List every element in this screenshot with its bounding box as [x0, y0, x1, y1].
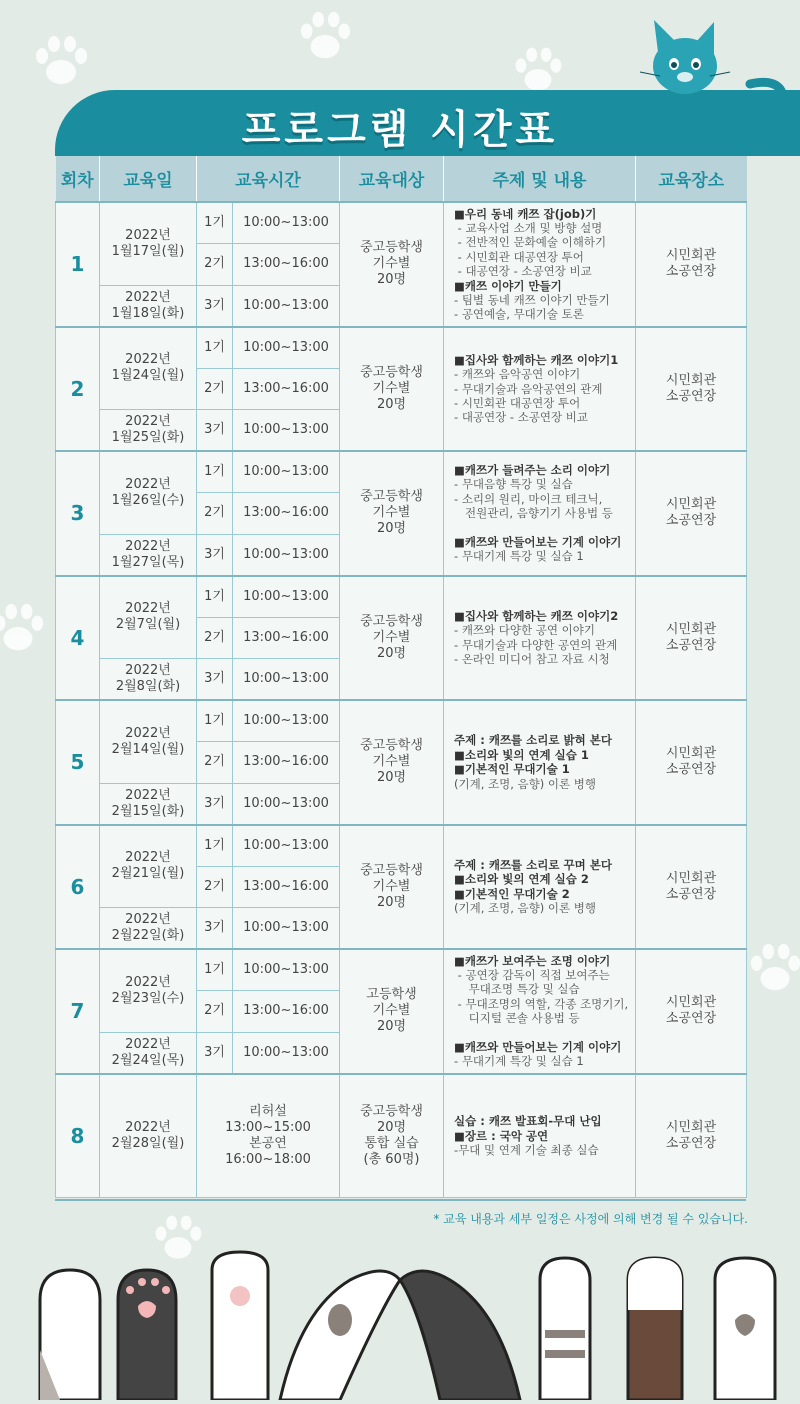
- text-line: 시민회관: [665, 372, 717, 388]
- session-time: 13:00~16:00: [233, 244, 340, 286]
- session-time: 10:00~13:00: [233, 700, 340, 742]
- session-date: [100, 1074, 197, 1198]
- session-period: 2기: [197, 991, 233, 1033]
- table-row: [56, 1074, 747, 1198]
- session-period: 3기: [197, 285, 233, 327]
- text-line: 기수별: [372, 380, 411, 396]
- session-time: 13:00~16:00: [233, 493, 340, 535]
- round-number: 1: [56, 202, 100, 327]
- paw-print-icon: [0, 600, 48, 656]
- venue: [636, 1074, 747, 1198]
- content-line: 디지털 콘솔 사용법 등: [454, 1011, 580, 1026]
- text-line: 기수별: [372, 505, 411, 521]
- venue: [636, 825, 747, 950]
- text-line: 중고등학생: [360, 364, 423, 380]
- content-heading: ■집사와 함께하는 캐쯔 이야기2: [454, 608, 619, 623]
- text-line: 2월24일(목): [111, 1052, 185, 1068]
- round-number: 5: [56, 700, 100, 825]
- text-line: 소공연장: [665, 1135, 717, 1151]
- content-line: 전원관리, 음향기기 사용법 등: [454, 506, 613, 521]
- session-time: 13:00~16:00: [233, 617, 340, 659]
- round-number: 7: [56, 949, 100, 1074]
- session-period: 2기: [197, 493, 233, 535]
- content-line: -무대 및 연계 기술 최종 실습: [454, 1142, 599, 1157]
- session-time: 10:00~13:00: [233, 949, 340, 991]
- text-line: 기수별: [372, 629, 411, 645]
- text-line: 2022년: [125, 476, 171, 492]
- text-line: 2월7일(월): [115, 617, 181, 633]
- text-line: 20명: [376, 521, 407, 537]
- session-period: 1기: [197, 700, 233, 742]
- round-number: 4: [56, 576, 100, 701]
- text-line: 13:00~15:00: [225, 1119, 311, 1135]
- text-line: 2월8일(화): [115, 679, 181, 694]
- text-line: 중고등학생: [360, 240, 423, 256]
- schedule-note: * 교육 내용과 세부 일정은 사정에 의해 변경 될 수 있습니다.: [433, 1212, 748, 1226]
- content-heading: ■캐쯔와 만들어보는 기계 이야기: [454, 1040, 622, 1055]
- text-line: 1월24일(월): [111, 368, 185, 384]
- text-line: 중고등학생: [360, 862, 423, 878]
- content-line: - 대공연장 - 소공연장 비교: [454, 264, 592, 279]
- content-line: - 시민회관 대공연장 투어: [454, 395, 581, 410]
- text-line: 20명: [376, 894, 407, 910]
- session-period: 1기: [197, 949, 233, 991]
- text-line: 고등학생: [366, 987, 417, 1003]
- text-line: 소공연장: [665, 762, 717, 778]
- text-line: 통합 실습: [364, 1135, 419, 1151]
- content-heading: ■기본적인 무대기술 2: [454, 886, 570, 901]
- session-period: 3기: [197, 908, 233, 950]
- text-line: 1월25일(화): [111, 430, 185, 445]
- text-line: 시민회관: [665, 1119, 717, 1135]
- content-line: - 시민회관 대공연장 투어: [454, 249, 584, 264]
- table-row: [56, 202, 747, 244]
- content-heading: ■캐쯔가 들려주는 소리 이야기: [454, 462, 611, 477]
- session-time: [197, 1074, 340, 1198]
- text-line: (총 60명): [363, 1151, 420, 1167]
- content-heading: ■캐쯔 이야기 만들기: [454, 278, 562, 293]
- session-period: 2기: [197, 368, 233, 410]
- session-period: 2기: [197, 742, 233, 784]
- content-heading: ■집사와 함께하는 캐쯔 이야기1: [454, 352, 619, 367]
- session-time: 13:00~16:00: [233, 368, 340, 410]
- session-period: 2기: [197, 244, 233, 286]
- topic-content: [444, 327, 636, 452]
- session-date: [100, 285, 197, 327]
- text-line: 2022년: [125, 725, 171, 741]
- session-period: 3기: [197, 534, 233, 576]
- text-line: 1월18일(화): [111, 305, 185, 321]
- paw-print-icon: [510, 44, 566, 96]
- text-line: 시민회관: [665, 746, 717, 762]
- text-line: 시민회관: [665, 497, 717, 513]
- session-period: 1기: [197, 576, 233, 618]
- venue: [636, 327, 747, 452]
- session-date: [100, 783, 197, 825]
- session-period: 1기: [197, 451, 233, 493]
- content-line: 무대조명 특강 및 실습: [454, 982, 580, 997]
- text-line: 소공연장: [665, 637, 717, 653]
- text-line: 기수별: [372, 878, 411, 894]
- text-line: 기수별: [372, 1003, 411, 1019]
- text-line: 2월23일(수): [111, 990, 185, 1006]
- text-line: 20명: [376, 1119, 407, 1135]
- table-row: [56, 327, 747, 369]
- content-line: - 소리의 원리, 마이크 테크닉,: [454, 491, 603, 506]
- text-line: 1월17일(월): [111, 243, 185, 259]
- table-row: [56, 949, 747, 991]
- table-header-row: [56, 156, 747, 202]
- column-header-content: 주제 및 내용: [444, 156, 636, 202]
- text-line: 중고등학생: [360, 489, 423, 505]
- text-line: 2022년: [125, 850, 171, 866]
- content-line: - 무대조명의 역할, 각종 조명기기,: [454, 996, 629, 1011]
- session-period: 2기: [197, 617, 233, 659]
- content-heading: ■캐쯔와 만들어보는 기계 이야기: [454, 534, 622, 549]
- text-line: 2022년: [125, 538, 171, 554]
- content-heading: 실습 : 캐쯔 발표회-무대 난입: [454, 1114, 602, 1129]
- session-time: 10:00~13:00: [233, 451, 340, 493]
- session-time: 10:00~13:00: [233, 534, 340, 576]
- session-date: [100, 825, 197, 908]
- column-header-target: 교육대상: [340, 156, 444, 202]
- text-line: 기수별: [372, 256, 411, 272]
- venue: [636, 451, 747, 576]
- venue: [636, 700, 747, 825]
- content-line: - 무대기계 특강 및 실습 1: [454, 1054, 584, 1069]
- venue: [636, 202, 747, 327]
- session-time: 10:00~13:00: [233, 908, 340, 950]
- session-time: 10:00~13:00: [233, 285, 340, 327]
- content-line: - 교육사업 소개 및 방향 설명: [454, 221, 603, 236]
- text-line: 소공연장: [665, 886, 717, 902]
- paw-print-icon: [295, 8, 355, 64]
- text-line: 2022년: [125, 601, 171, 617]
- topic-content: [444, 949, 636, 1074]
- text-line: 2022년: [125, 787, 171, 803]
- content-heading: 주제 : 캐쯔를 소리로 꾸며 본다: [454, 857, 612, 872]
- target-audience: [340, 700, 444, 825]
- text-line: 2월15일(화): [111, 803, 185, 819]
- text-line: 소공연장: [665, 264, 717, 280]
- session-date: [100, 659, 197, 701]
- content-heading: ■기본적인 무대기술 1: [454, 762, 570, 777]
- text-line: 20명: [376, 1019, 407, 1035]
- session-date: [100, 534, 197, 576]
- topic-content: [444, 576, 636, 701]
- content-line: - 무대기술과 음악공연의 관계: [454, 381, 603, 396]
- text-line: 본공연: [249, 1135, 287, 1151]
- content-heading: ■장르 : 국악 공연: [454, 1128, 549, 1143]
- content-heading: ■소리와 빛의 연계 실습 1: [454, 747, 589, 762]
- text-line: 2022년: [125, 1036, 171, 1052]
- round-number: 2: [56, 327, 100, 452]
- text-line: 소공연장: [665, 388, 717, 404]
- session-time: 10:00~13:00: [233, 202, 340, 244]
- session-period: 2기: [197, 866, 233, 908]
- content-line: (기계, 조명, 음향) 이론 병행: [454, 901, 597, 916]
- session-time: 10:00~13:00: [233, 327, 340, 369]
- text-line: 2월21일(월): [111, 866, 185, 882]
- content-line: - 공연장 감독이 직접 보여주는: [454, 968, 610, 983]
- target-audience: [340, 1074, 444, 1198]
- session-time: 10:00~13:00: [233, 659, 340, 701]
- text-line: 2022년: [125, 663, 171, 678]
- session-period: 3기: [197, 659, 233, 701]
- text-line: 20명: [376, 272, 407, 288]
- text-line: 2월28일(월): [111, 1135, 185, 1151]
- cat-illustration: [630, 14, 800, 158]
- column-header-round: 회차: [56, 156, 100, 202]
- session-period: 3기: [197, 410, 233, 452]
- content-line: - 온라인 미디어 참고 자료 시청: [454, 652, 610, 667]
- table-row: [56, 825, 747, 867]
- schedule-table: [55, 156, 747, 1198]
- session-period: 1기: [197, 327, 233, 369]
- table-row: [56, 451, 747, 493]
- session-date: [100, 202, 197, 285]
- paw-print-icon: [745, 940, 800, 996]
- session-time: 13:00~16:00: [233, 991, 340, 1033]
- round-number: 8: [56, 1074, 100, 1198]
- content-line: - 무대음향 특강 및 실습: [454, 477, 573, 492]
- venue: [636, 949, 747, 1074]
- cat-paws-illustration: [0, 1240, 800, 1404]
- content-heading: ■우리 동네 캐쯔 잡(job)기: [454, 206, 597, 221]
- content-line: - 캐쯔와 다양한 공연 이야기: [454, 623, 595, 638]
- text-line: 시민회관: [665, 870, 717, 886]
- session-time: 10:00~13:00: [233, 410, 340, 452]
- topic-content: [444, 825, 636, 950]
- session-period: 3기: [197, 783, 233, 825]
- text-line: 2022년: [125, 227, 171, 243]
- text-line: 16:00~18:00: [225, 1151, 311, 1167]
- paw-print-icon: [30, 32, 92, 90]
- text-line: 중고등학생: [360, 1103, 423, 1119]
- content-line: [454, 1026, 631, 1040]
- session-date: [100, 327, 197, 410]
- session-date: [100, 576, 197, 659]
- content-line: - 공연예술, 무대기술 토론: [454, 307, 584, 322]
- text-line: 시민회관: [665, 248, 717, 264]
- target-audience: [340, 202, 444, 327]
- session-date: [100, 700, 197, 783]
- column-header-date: 교육일: [100, 156, 197, 202]
- text-line: 시민회관: [665, 995, 717, 1011]
- session-time: 13:00~16:00: [233, 866, 340, 908]
- text-line: 리허설: [249, 1103, 287, 1119]
- page-title: 프로그램 시간표: [241, 107, 559, 153]
- text-line: 20명: [376, 396, 407, 412]
- topic-content: [444, 1074, 636, 1198]
- content-line: - 팀별 동네 캐쯔 이야기 만들기: [454, 293, 610, 308]
- column-header-time: 교육시간: [197, 156, 340, 202]
- text-line: 2022년: [125, 1119, 171, 1135]
- session-time: 13:00~16:00: [233, 742, 340, 784]
- text-line: 1월26일(수): [111, 492, 185, 508]
- target-audience: [340, 576, 444, 701]
- session-time: 10:00~13:00: [233, 783, 340, 825]
- session-period: 1기: [197, 202, 233, 244]
- content-line: - 캐쯔와 음악공연 이야기: [454, 367, 581, 382]
- round-number: 6: [56, 825, 100, 950]
- round-number: 3: [56, 451, 100, 576]
- session-date: [100, 908, 197, 950]
- session-date: [100, 949, 197, 1032]
- content-heading: ■소리와 빛의 연계 실습 2: [454, 872, 589, 887]
- content-line: - 무대기계 특강 및 실습 1: [454, 549, 584, 564]
- content-line: [454, 520, 631, 534]
- session-time: 10:00~13:00: [233, 576, 340, 618]
- content-line: - 무대기술과 다양한 공연의 관계: [454, 637, 618, 652]
- table-bottom-rule: [55, 1199, 746, 1201]
- text-line: 중고등학생: [360, 613, 423, 629]
- text-line: 1월27일(목): [111, 554, 185, 570]
- text-line: 2022년: [125, 289, 171, 305]
- session-time: 10:00~13:00: [233, 825, 340, 867]
- text-line: 2022년: [125, 974, 171, 990]
- text-line: 소공연장: [665, 513, 717, 529]
- content-line: - 대공연장 - 소공연장 비교: [454, 410, 589, 425]
- target-audience: [340, 825, 444, 950]
- session-date: [100, 451, 197, 534]
- content-heading: 주제 : 캐쯔를 소리로 밝혀 본다: [454, 733, 612, 748]
- text-line: 20명: [376, 645, 407, 661]
- topic-content: [444, 451, 636, 576]
- session-date: [100, 410, 197, 452]
- target-audience: [340, 327, 444, 452]
- text-line: 2022년: [125, 414, 171, 429]
- text-line: 시민회관: [665, 621, 717, 637]
- target-audience: [340, 451, 444, 576]
- target-audience: [340, 949, 444, 1074]
- session-time: 10:00~13:00: [233, 1032, 340, 1074]
- text-line: 2022년: [125, 352, 171, 368]
- content-line: (기계, 조명, 음향) 이론 병행: [454, 776, 597, 791]
- column-header-place: 교육장소: [636, 156, 747, 202]
- session-date: [100, 1032, 197, 1074]
- content-line: - 전반적인 문화예술 이해하기: [454, 235, 607, 250]
- topic-content: [444, 700, 636, 825]
- text-line: 2월22일(화): [111, 928, 185, 943]
- text-line: 중고등학생: [360, 738, 423, 754]
- text-line: 기수별: [372, 754, 411, 770]
- text-line: 소공연장: [665, 1011, 717, 1027]
- content-heading: ■캐쯔가 보여주는 조명 이야기: [454, 953, 611, 968]
- session-period: 1기: [197, 825, 233, 867]
- table-row: [56, 576, 747, 618]
- venue: [636, 576, 747, 701]
- table-row: [56, 700, 747, 742]
- text-line: 2월14일(월): [111, 741, 185, 757]
- text-line: 2022년: [125, 912, 171, 927]
- topic-content: [444, 202, 636, 327]
- session-period: 3기: [197, 1032, 233, 1074]
- text-line: 20명: [376, 770, 407, 786]
